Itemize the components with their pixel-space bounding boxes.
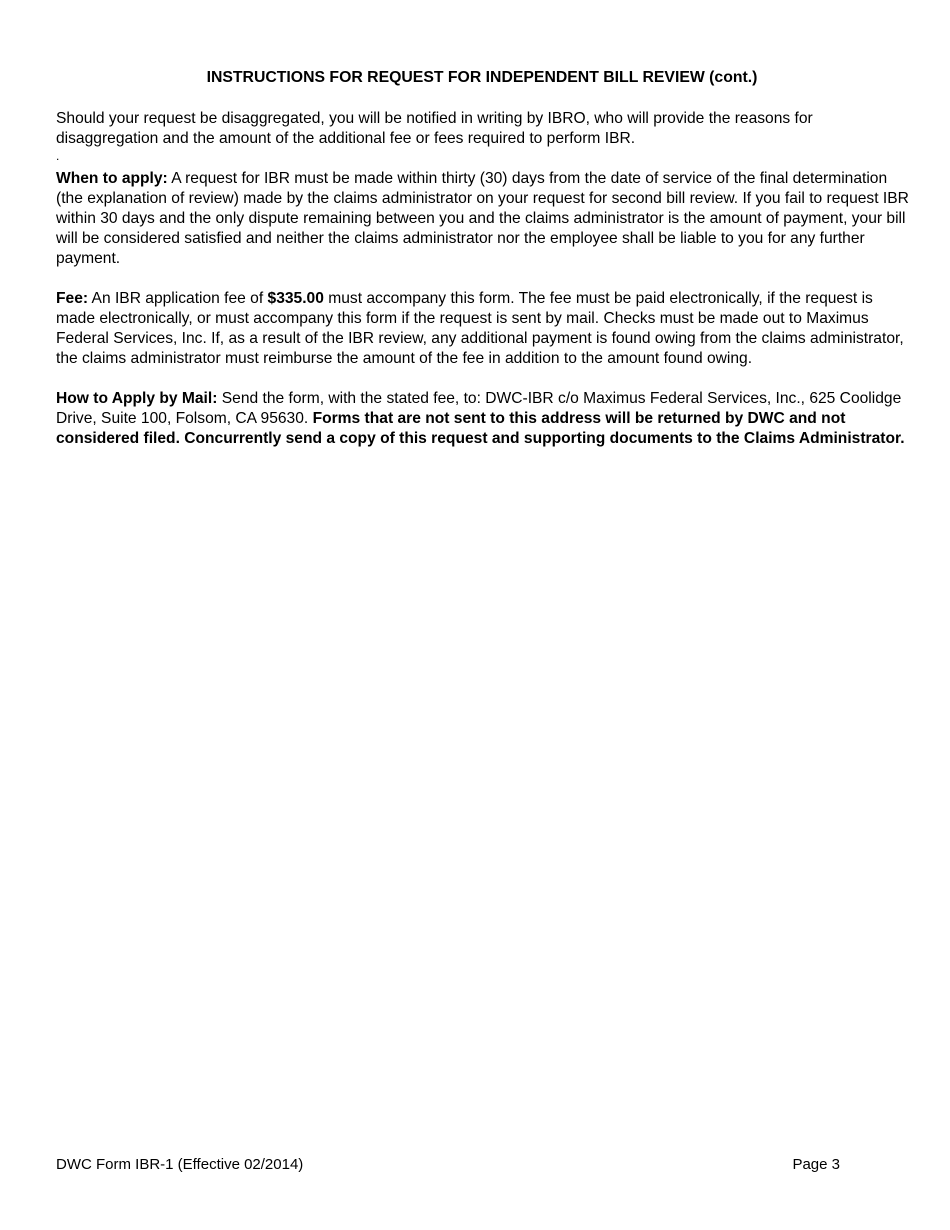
when-to-apply-label: When to apply:: [56, 170, 168, 187]
fee-amount: $335.00: [267, 290, 324, 307]
page-title: INSTRUCTIONS FOR REQUEST FOR INDEPENDENT BILL REVIEW (cont.): [206, 69, 758, 86]
stray-mark: .: [56, 149, 60, 163]
how-to-apply-label: How to Apply by Mail:: [56, 390, 218, 407]
how-to-apply-notice: Forms that are not sent to this address will be returned by DWC and not considered filed. Concurrently send a copy of this request and supporting documents to the Claims Administrator.: [56, 410, 905, 447]
when-to-apply-text: A request for IBR must be made within thirty (30) days from the date of service of the final determination (the explanation of review) made by the claims administrator on your request for second bill review. If you fail to request IBR within 30 days and the only dispute remaining between you and the claims administrator is the amount of payment, your bill will be considered satisfied and neither the claims administrator nor the employee shall be liable to you for any further payment.: [56, 170, 909, 267]
instructions-body: [56, 109, 914, 449]
disaggregation-paragraph: Should your request be disaggregated, you will be notified in writing by IBRO, who will provide the reasons for disaggregation and the amount of the additional fee or fees required to perform IBR.: [56, 110, 813, 147]
fee-text-after: must accompany this form. The fee must be paid electronically, if the request is made electronically, or must accompany this form if the request is sent by mail. Checks must be made out to Maximus Federal Services, Inc. If, as a result of the IBR review, any additional payment is found owing from the claims administrator, the claims administrator must reimburse the amount of the fee in addition to the amount found owing.: [56, 290, 904, 367]
fee-text-before: An IBR application fee of: [88, 290, 268, 307]
how-to-apply-paragraph: [56, 389, 914, 449]
fee-label: Fee:: [56, 290, 89, 307]
when-to-apply-paragraph: [56, 169, 914, 269]
form-id: DWC Form IBR-1 (Effective 02/2014): [56, 1156, 304, 1173]
fee-paragraph: [56, 289, 914, 369]
page-number: Page 3: [792, 1156, 840, 1173]
how-to-apply-text: Send the form, with the stated fee, to: DWC-IBR c/o Maximus Federal Services, Inc., 625 Coolidge Drive, Suite 100, Folsom, CA 95630.: [56, 390, 902, 427]
